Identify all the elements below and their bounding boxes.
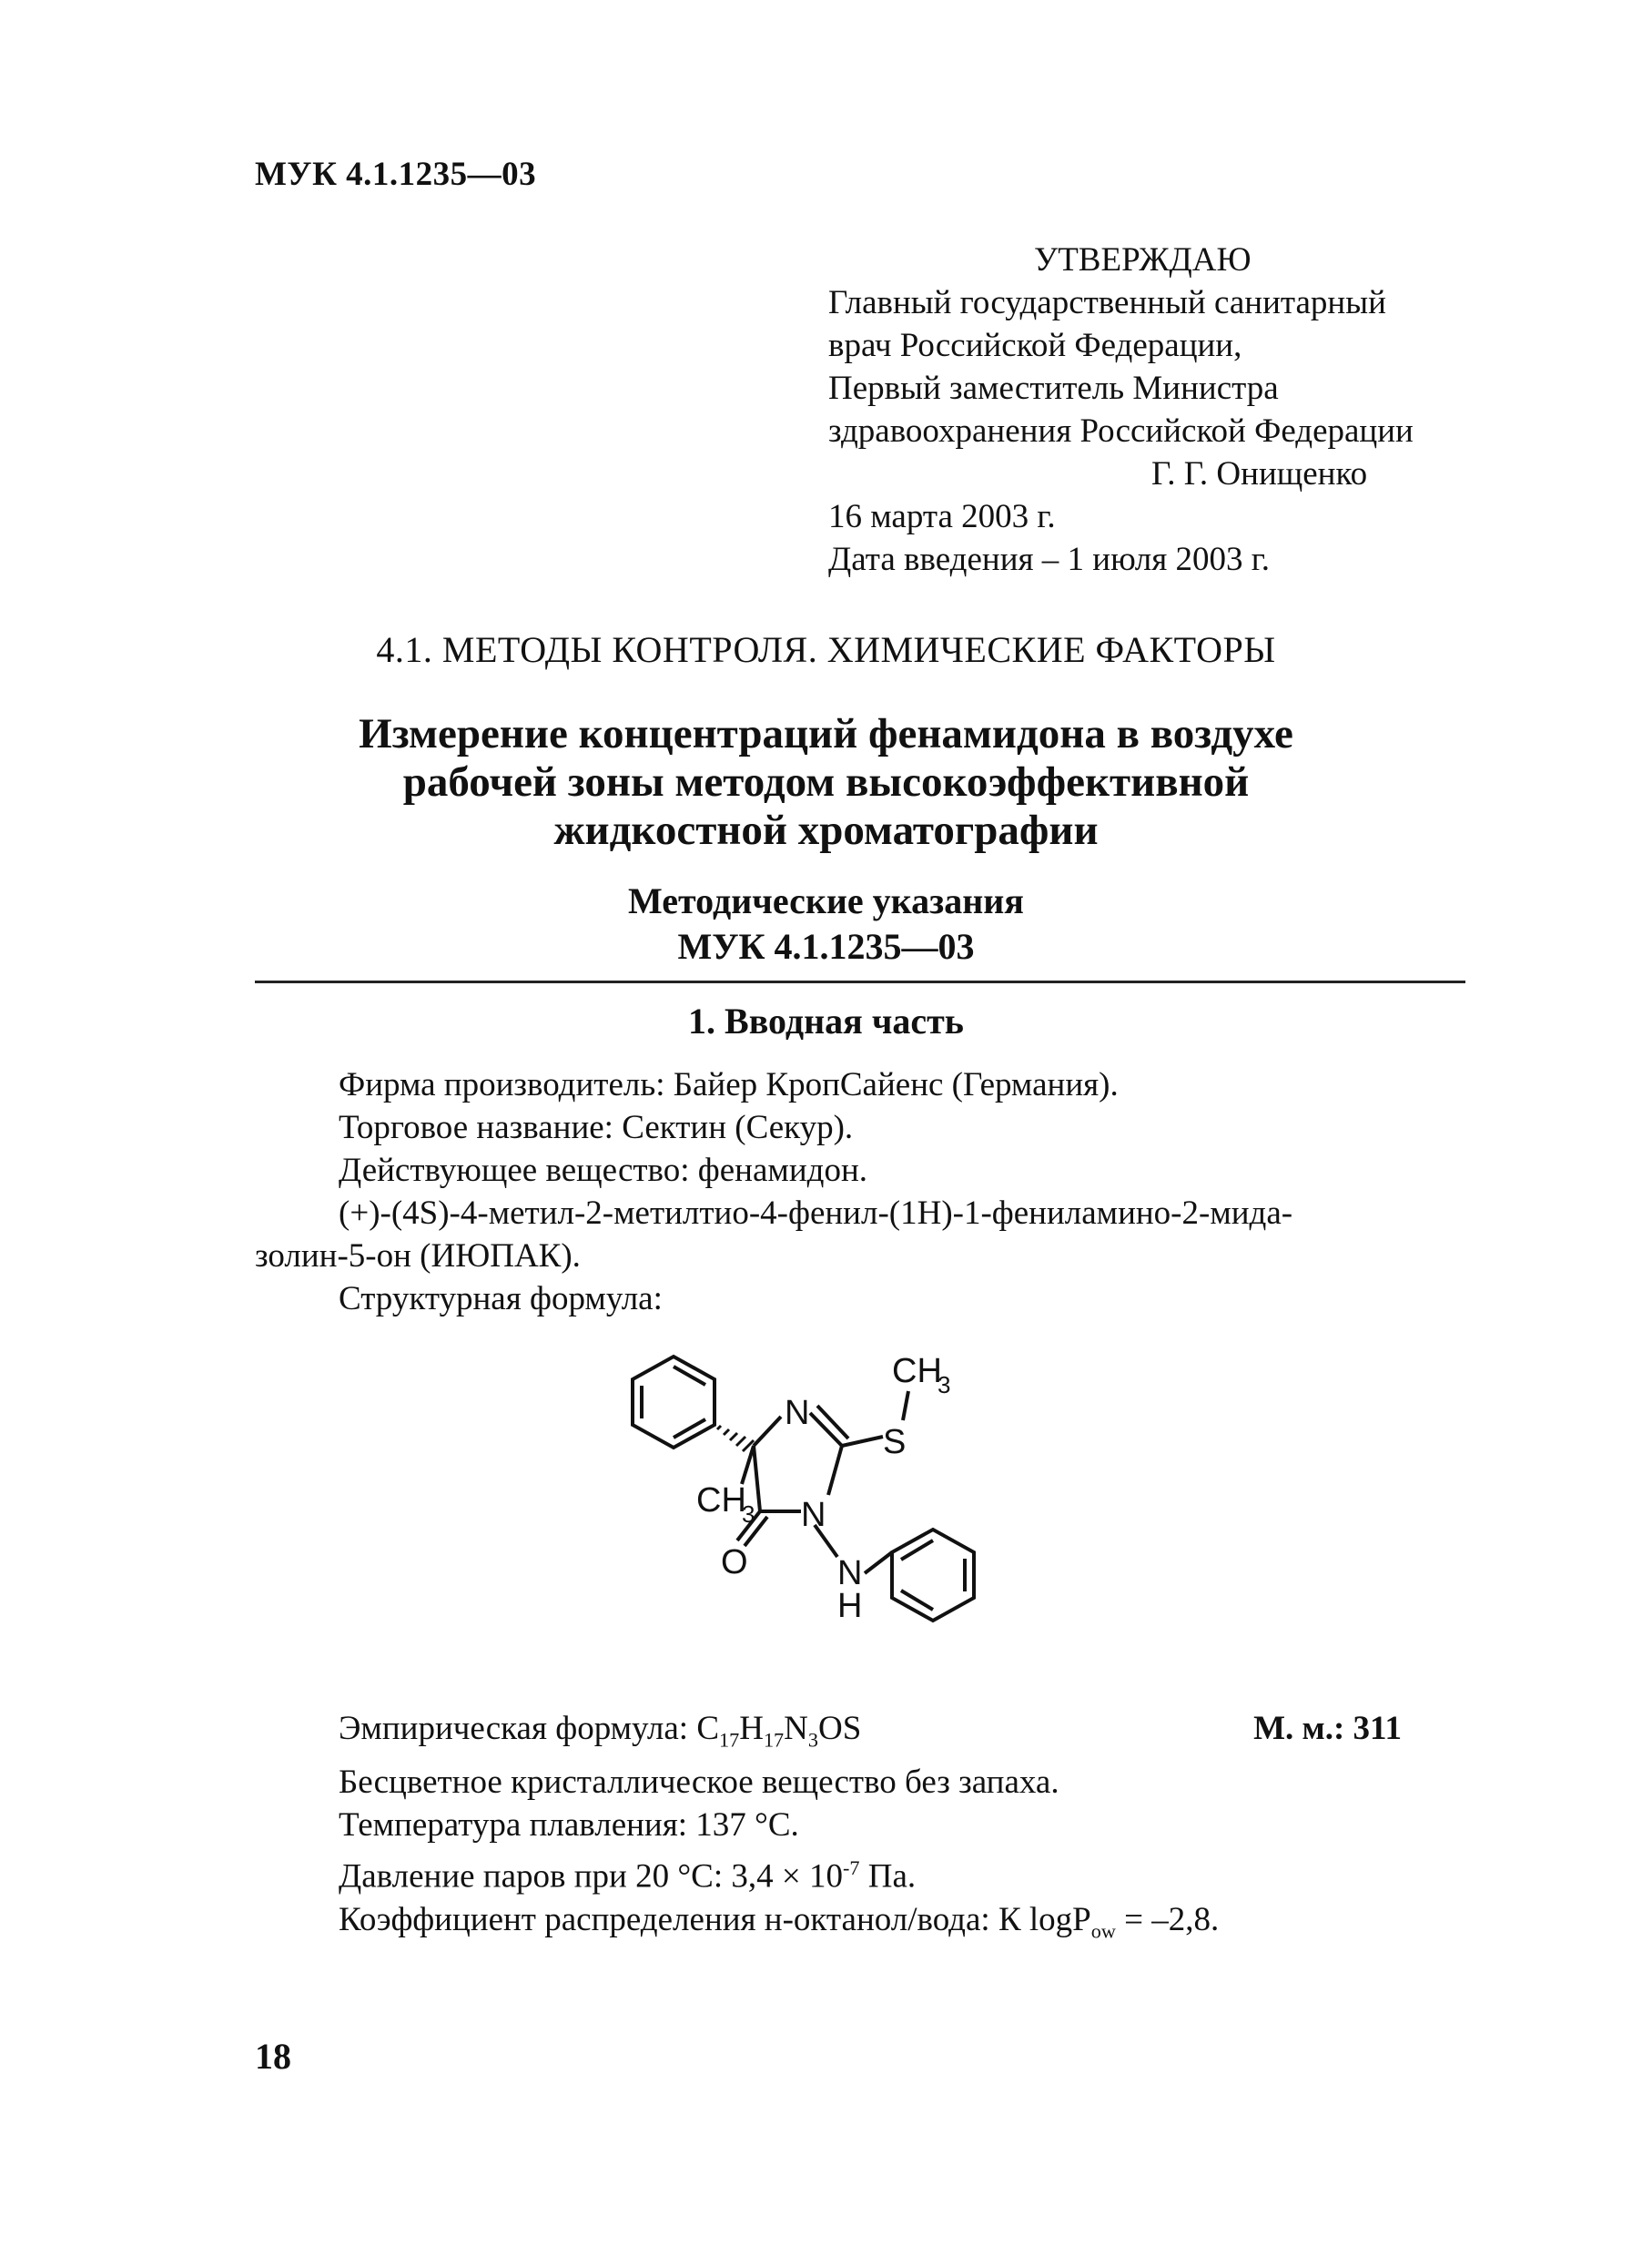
partition-text: Коэффициент распределения н-октанол/вода: К logP — [339, 1900, 1091, 1938]
title-line: жидкостной хроматографии — [553, 807, 1099, 854]
aromatic-bond — [674, 1419, 705, 1438]
atom-label-n: N — [837, 1554, 863, 1592]
intro-body — [255, 1063, 1465, 1320]
vapor-pressure-line — [255, 1846, 1465, 1897]
formula-c: C — [696, 1710, 720, 1747]
partition-coefficient-line — [255, 1898, 1465, 1952]
atom-label-o: O — [721, 1543, 748, 1581]
hashed-wedge-bond — [717, 1426, 754, 1451]
structural-formula-label: Структурная формула: — [339, 1280, 663, 1317]
formula-rest: OS — [817, 1710, 862, 1747]
formula-c-count: 17 — [719, 1728, 740, 1752]
bond — [865, 1552, 892, 1573]
approval-line: Первый заместитель Министра — [828, 370, 1279, 407]
atom-label-n: N — [801, 1496, 826, 1534]
approval-signer: Г. Г. Онищенко — [1151, 455, 1368, 493]
section-header: 4.1. МЕТОДЫ КОНТРОЛЯ. ХИМИЧЕСКИЕ ФАКТОРЫ — [376, 629, 1276, 670]
partition-subscript: ow — [1090, 1919, 1116, 1943]
partition-value: = –2,8. — [1115, 1900, 1220, 1938]
atom-label-ch3: CH — [696, 1481, 746, 1520]
formula-n-count: 3 — [807, 1728, 818, 1752]
document-subtitle — [0, 879, 1652, 970]
approval-line: здравоохранения Российской Федерации — [828, 412, 1414, 450]
formula-h: H — [739, 1710, 764, 1747]
atom-label-ch3: CH — [892, 1352, 942, 1390]
description-line: Бесцветное кристаллическое вещество без запаха. — [339, 1764, 1059, 1802]
phenyl-ring-right — [892, 1530, 974, 1621]
vapor-pressure-unit: Па. — [859, 1857, 917, 1896]
introduction-date: Дата введения – 1 июля 2003 г. — [828, 541, 1271, 578]
bond — [828, 1446, 842, 1495]
subtitle-line: МУК 4.1.1235—03 — [677, 926, 975, 967]
manufacturer-line: Фирма производитель: Байер КропСайенс (Германия). — [339, 1066, 1119, 1103]
atom-label-ch3-sub: 3 — [742, 1500, 755, 1528]
empirical-formula-label: Эмпирическая формула: — [339, 1710, 697, 1747]
formula-h-count: 17 — [763, 1728, 785, 1752]
atom-label-s: S — [883, 1423, 907, 1461]
active-substance-line: Действующее вещество: фенамидон. — [339, 1152, 867, 1189]
horizontal-rule — [255, 981, 1465, 983]
empirical-formula-line — [255, 1707, 1465, 1761]
approval-date: 16 марта 2003 г. — [828, 498, 1056, 535]
structural-formula-diagram — [619, 1338, 1129, 1630]
melting-point-line: Температура плавления: 137 °С. — [339, 1806, 799, 1845]
page-number: 18 — [255, 2036, 291, 2077]
formula-n: N — [784, 1710, 808, 1747]
atom-label-h: H — [837, 1587, 863, 1625]
properties-block — [255, 1707, 1465, 1952]
document-code: МУК 4.1.1235—03 — [255, 156, 537, 193]
atom-label-ch3-sub: 3 — [937, 1371, 951, 1398]
iupac-name-continuation: золин-5-он (ИЮПАК). — [255, 1237, 581, 1275]
atom-label-n: N — [785, 1394, 810, 1432]
approval-block — [828, 239, 1414, 581]
aromatic-bond — [674, 1367, 705, 1385]
vapor-pressure-exponent: -7 — [842, 1856, 860, 1880]
bond — [810, 1413, 842, 1446]
approval-title: УТВЕРЖДАЮ — [1034, 241, 1252, 279]
title-line: Измерение концентраций фенамидона в воздухе — [359, 710, 1293, 757]
subtitle-line: Методические указания — [628, 880, 1024, 921]
section-title: 1. Вводная часть — [688, 1001, 964, 1042]
double-bond — [817, 1406, 848, 1438]
iupac-name-line: (+)-(4S)-4-метил-2-метилтио-4-фенил-(1H)-1-фениламино-2-мида- — [339, 1194, 1293, 1232]
molar-mass: М. м.: 311 — [1253, 1710, 1402, 1747]
title-line: рабочей зоны методом высокоэффективной — [402, 758, 1250, 806]
approval-line: Главный государственный санитарный — [828, 284, 1386, 321]
approval-line: врач Российской Федерации, — [828, 327, 1242, 364]
phenyl-ring-left — [633, 1357, 715, 1448]
bond — [903, 1391, 908, 1420]
vapor-pressure-text: Давление паров при 20 °С: 3,4 × 10 — [339, 1857, 843, 1896]
document-title — [0, 710, 1652, 855]
bond — [754, 1417, 781, 1446]
trade-name-line: Торговое название: Сектин (Секур). — [339, 1109, 854, 1146]
